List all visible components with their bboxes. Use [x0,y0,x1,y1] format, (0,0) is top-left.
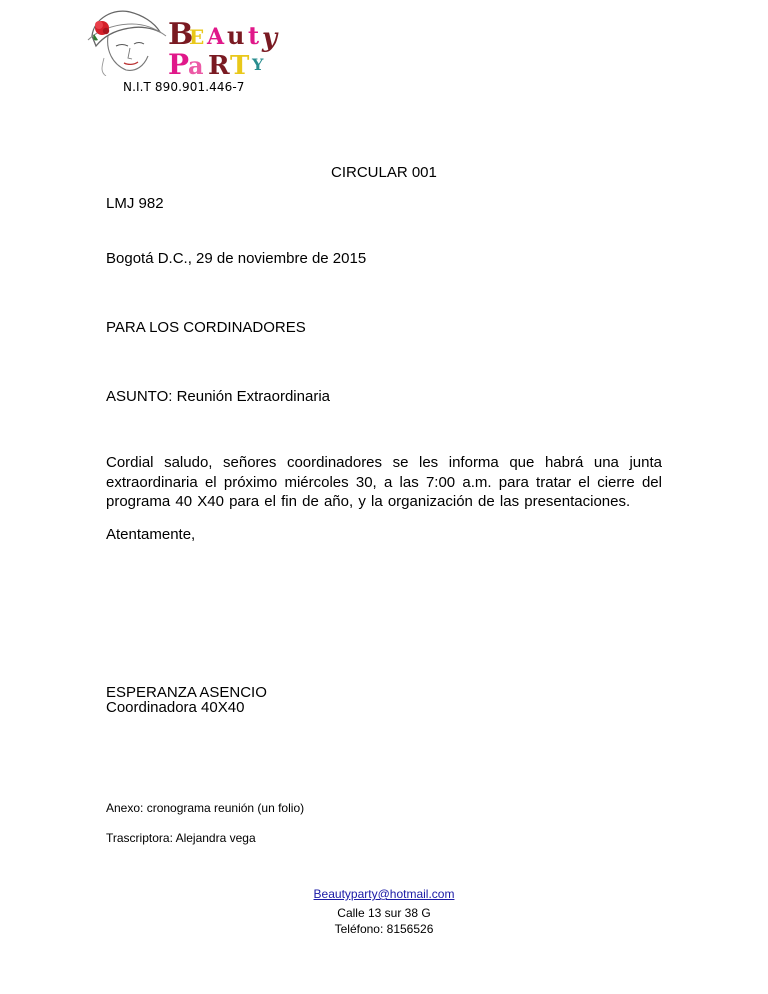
place-date: Bogotá D.C., 29 de noviembre de 2015 [106,250,367,267]
svg-text:T: T [230,51,250,76]
closing-line: Atentamente, [106,526,196,543]
svg-text:R: R [208,51,230,76]
reference-code: LMJ 982 [106,195,164,212]
svg-text:A: A [207,24,225,50]
transcriber-note: Trascriptora: Alejandra vega [106,831,256,845]
subject-line: ASUNTO: Reunión Extraordinaria [106,388,330,405]
signer-role: Coordinadora 40X40 [106,699,245,716]
svg-text:P: P [168,48,190,76]
footer-email-link[interactable]: Beautyparty@hotmail.com [313,887,455,901]
svg-text:y: y [262,23,278,53]
svg-text:B: B [168,17,194,52]
svg-text:t: t [248,21,260,50]
company-nit: N.I.T 890.901.446-7 [123,80,245,94]
logo-wordmark-line2 [168,48,264,76]
circular-title: CIRCULAR 001 [331,164,437,181]
footer-phone: Teléfono: 8156526 [334,922,434,936]
signer-name: ESPERANZA ASENCIO [106,684,267,701]
annex-note: Anexo: cronograma reunión (un folio) [106,801,305,815]
svg-text:u: u [227,21,245,50]
body-paragraph: Cordial saludo, señores coordinadores se les informa que habrá una junta extraordinaria el próximo miércoles 30, a las 7:00 a.m. para tratar el cierre del programa 40 X40 para el fin de año, y la organización de las presentaciones. [106,454,662,510]
logo-woman-illustration [88,11,166,76]
svg-text:Y: Y [252,55,264,74]
company-logo [86,6,398,76]
svg-text:E: E [189,25,205,49]
footer-address: Calle 13 sur 38 G [337,906,431,920]
recipients-line: PARA LOS CORDINADORES [106,319,306,336]
svg-text:a: a [188,51,204,76]
